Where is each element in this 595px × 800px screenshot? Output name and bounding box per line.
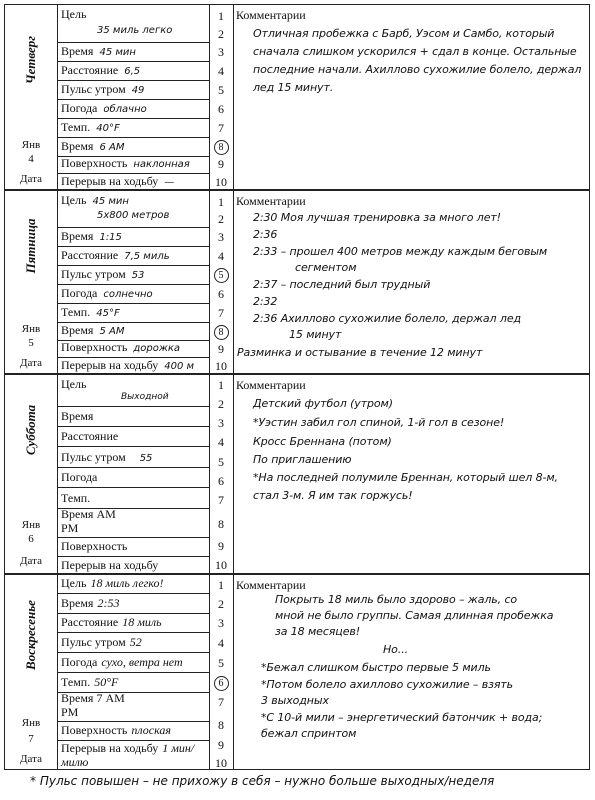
field-row-goal: Цель 35 миль легко — [57, 5, 209, 43]
number-column — [209, 5, 234, 189]
field-row-weather: Погода — [57, 468, 209, 488]
line-number: 6 — [218, 287, 224, 301]
line-number: 2 — [218, 597, 224, 611]
field-row-weather: Погода сухо, ветра нет — [57, 653, 209, 673]
date-month: Янв — [21, 519, 41, 531]
comment-line: Покрыть 18 миль было здорово – жаль, со — [275, 593, 518, 606]
line-number: 4 — [218, 64, 224, 78]
field-row-walk-break: Перерыв на ходьбу — [61, 558, 159, 572]
field-row-temp: Темп. — [57, 488, 209, 509]
line-number: 2 — [218, 27, 224, 41]
line-number: 9 — [218, 738, 224, 752]
comments-heading: Комментарии — [236, 8, 306, 22]
field-row-goal: Цель 45 мин 5x800 метров — [57, 191, 209, 228]
comment-line: 3 выходных — [261, 694, 329, 707]
field-row-time-of-day: Время AM PM — [57, 509, 209, 538]
date-month: Янв — [21, 139, 41, 151]
line-number: 10 — [215, 558, 227, 572]
comments-heading: Комментарии — [236, 378, 306, 392]
field-row-time-of-day: Время 7 AM PM — [57, 693, 209, 722]
date-day: 5 — [28, 337, 34, 349]
number-column — [209, 575, 234, 769]
line-number: 3 — [218, 230, 224, 244]
comment-line: сначала слишком ускорился + сдал в конце. Остальные — [253, 45, 577, 58]
date-label: Дата — [20, 173, 42, 185]
day-name: Воскресенье — [23, 600, 38, 670]
line-number: 9 — [218, 539, 224, 553]
date-label: Дата — [20, 357, 42, 369]
comment-line: *С 10-й мили – энергетический батончик + вода; — [261, 711, 543, 724]
line-number: 1 — [218, 578, 224, 592]
line-number: 1 — [218, 9, 224, 23]
field-row-goal: Цель Выходной — [57, 375, 209, 407]
field-row-distance: Расстояние 6,5 — [57, 62, 209, 81]
date-day: 6 — [28, 533, 34, 545]
field-row-walk-break: Перерыв на ходьбу — — [61, 174, 175, 188]
field-row-walk-break: Перерыв на ходьбу 1 мин/ милю — [61, 741, 195, 769]
field-value-2: Выходной — [121, 392, 169, 402]
line-number: 3 — [218, 416, 224, 430]
line-number: 1 — [218, 378, 224, 392]
line-number: 7 — [218, 695, 224, 709]
comment-line: 2:36 — [253, 228, 278, 241]
comment-line: 15 минут — [289, 328, 342, 341]
field-row-temp: Темп. 50°F — [57, 673, 209, 693]
line-number: 3 — [218, 616, 224, 630]
line-number: 7 — [218, 306, 224, 320]
date-month: Янв — [21, 323, 41, 335]
line-number: 4 — [218, 435, 224, 449]
day-name: Пятница — [23, 218, 38, 274]
comment-line: 2:32 — [253, 295, 278, 308]
comment-line: Разминка и остывание в течение 12 минут — [237, 346, 483, 359]
line-number: 10 — [215, 756, 227, 770]
field-row-time: Время — [57, 407, 209, 427]
field-row-pulse: Пульс утром 55 — [57, 447, 209, 468]
comment-line: *Бежал слишком быстро первые 5 миль — [261, 661, 491, 674]
field-row-time-of-day: Время 6 AM — [57, 138, 209, 157]
field-row-surface: Поверхность дорожка — [57, 341, 209, 358]
date-label: Дата — [20, 753, 42, 765]
line-number: 4 — [218, 249, 224, 263]
number-column — [209, 191, 234, 373]
field-row-pulse: Пульс утром 49 — [57, 81, 209, 100]
field-row-surface: Поверхность плоская — [57, 722, 209, 741]
line-number-circled: 6 — [209, 675, 233, 691]
field-row-time: Время 45 мин — [57, 43, 209, 62]
comment-line: *Уэстин забил гол спиной, 1-й гол в сезоне! — [253, 416, 505, 429]
line-number: 4 — [218, 636, 224, 650]
comment-line: за 18 месяцев! — [275, 625, 361, 638]
field-row-weather: Погода солнечно — [57, 285, 209, 304]
comment-line: бежал спринтом — [261, 727, 357, 740]
line-number-circled: 8 — [209, 139, 233, 155]
comment-line: 2:30 Моя лучшая тренировка за много лет! — [253, 211, 501, 224]
line-number: 8 — [218, 517, 224, 531]
fields-column — [57, 191, 210, 373]
fields-column — [57, 575, 210, 769]
comment-line: сегментом — [295, 261, 357, 274]
line-number: 6 — [218, 474, 224, 488]
field-row-pulse: Пульс утром 52 — [57, 633, 209, 653]
day-name: Суббота — [23, 404, 38, 456]
field-row-pulse: Пульс утром 53 — [57, 266, 209, 285]
day-column — [5, 375, 58, 573]
comment-line: *Потом болело ахиллово сухожилие – взять — [261, 678, 514, 691]
field-row-distance: Расстояние — [57, 427, 209, 447]
line-number-circled: 5 — [209, 267, 233, 283]
field-row-surface: Поверхность — [57, 538, 209, 557]
day-column — [5, 575, 58, 769]
field-row-time: Время 2:53 — [57, 594, 209, 614]
comments-area — [233, 575, 589, 769]
line-number: 7 — [218, 121, 224, 135]
day-block-sunday — [4, 574, 590, 770]
comment-line: Отличная пробежка с Барб, Уэсом и Самбо, который — [253, 27, 555, 40]
line-number: 5 — [218, 83, 224, 97]
line-number: 6 — [218, 102, 224, 116]
comment-line: лед 15 минут. — [253, 81, 334, 94]
line-number: 5 — [218, 656, 224, 670]
comment-line: мной не было группы. Самая длинная пробежка — [275, 609, 554, 622]
field-row-distance: Расстояние 18 миль — [57, 614, 209, 633]
field-row-temp: Темп. 45°F — [57, 304, 209, 323]
field-value-2: 35 миль легко — [97, 25, 173, 36]
comments-area — [233, 5, 589, 189]
fields-column — [57, 375, 210, 573]
field-row-time: Время 1:15 — [57, 228, 209, 247]
day-block-thursday — [4, 4, 590, 190]
field-row-time-of-day: Время 5 AM — [57, 323, 209, 341]
comment-line: По приглашению — [253, 453, 352, 466]
comments-heading: Комментарии — [236, 194, 306, 208]
line-number: 5 — [218, 455, 224, 469]
line-number: 9 — [218, 342, 224, 356]
number-column — [209, 375, 234, 573]
line-number-circled: 8 — [209, 324, 233, 340]
field-row-goal: Цель 18 миль легко! — [57, 575, 209, 594]
date-day: 7 — [28, 733, 34, 745]
comment-line: 2:37 – последний был трудный — [253, 278, 431, 291]
comment-line: Кросс Бреннана (потом) — [253, 435, 392, 448]
line-number: 3 — [218, 45, 224, 59]
comments-heading: Комментарии — [236, 578, 306, 592]
footer-note: * Пульс повышен – не прихожу в себя – нужно больше выходных/неделя — [30, 774, 495, 788]
line-number: 2 — [218, 397, 224, 411]
line-number: 8 — [218, 718, 224, 732]
date-label: Дата — [20, 555, 42, 567]
field-row-distance: Расстояние 7,5 миль — [57, 247, 209, 266]
day-column — [5, 5, 58, 189]
line-number: 10 — [215, 359, 227, 373]
day-block-saturday — [4, 374, 590, 574]
day-name: Четверг — [23, 35, 38, 85]
date-day: 4 — [28, 153, 34, 165]
comment-line: стал 3-м. Я им так горжусь! — [253, 489, 413, 502]
line-number: 7 — [218, 493, 224, 507]
field-row-temp: Темп. 40°F — [57, 119, 209, 138]
day-column — [5, 191, 58, 373]
field-row-walk-break: Перерыв на ходьбу 400 м — [61, 358, 195, 372]
fields-column — [57, 5, 210, 189]
day-block-friday — [4, 190, 590, 374]
comment-line: *На последней полумиле Бреннан, который шел 8-м, — [253, 471, 558, 484]
comments-area — [233, 191, 589, 373]
line-number: 10 — [215, 175, 227, 189]
comment-line: последние начали. Ахиллово сухожилие болело, держал — [253, 63, 582, 76]
comment-line: Но... — [383, 643, 408, 656]
line-number: 2 — [218, 212, 224, 226]
comment-line: 2:36 Ахиллово сухожилие болело, держал лед — [253, 312, 521, 325]
field-row-surface: Поверхность наклонная — [57, 157, 209, 174]
field-value-2: 5x800 метров — [97, 210, 170, 221]
comments-area — [233, 375, 589, 573]
comment-line: 2:33 – прошел 400 метров между каждым беговым — [253, 245, 548, 258]
comment-line: Детский футбол (утром) — [253, 397, 393, 410]
date-month: Янв — [21, 717, 41, 729]
field-row-weather: Погода облачно — [57, 100, 209, 119]
line-number: 1 — [218, 195, 224, 209]
line-number: 9 — [218, 157, 224, 171]
